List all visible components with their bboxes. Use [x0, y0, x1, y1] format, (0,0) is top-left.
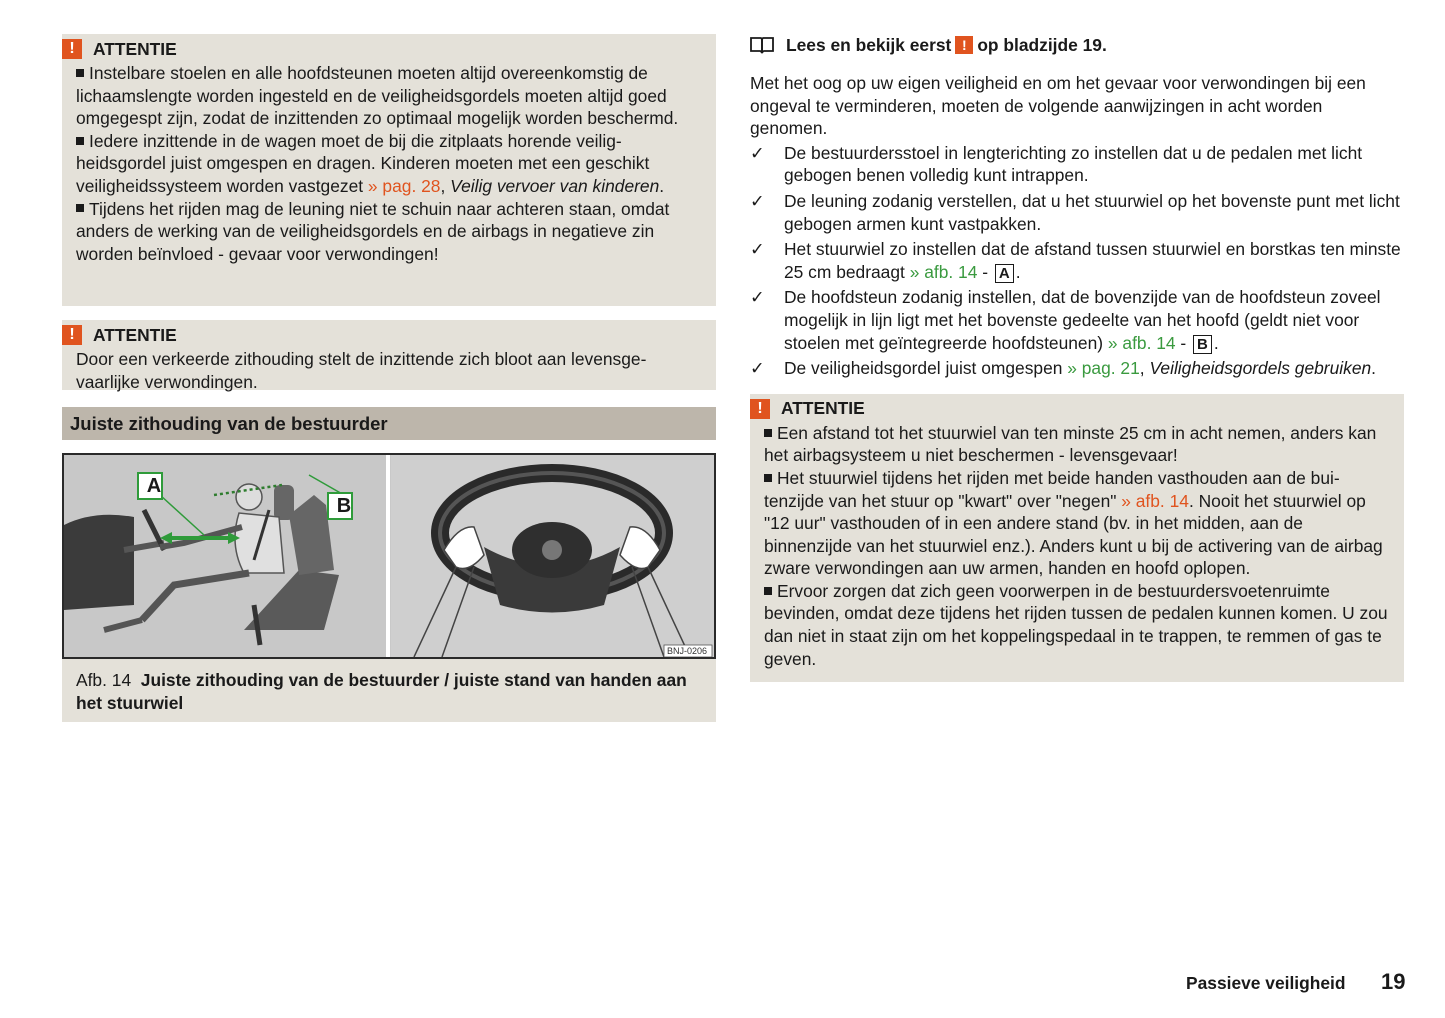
warning-header: [62, 324, 702, 346]
page-reference-link[interactable]: » pag. 21: [1067, 358, 1140, 379]
check-icon: ✓: [750, 358, 765, 379]
warning-icon: !: [62, 39, 82, 59]
check-icon: ✓: [750, 287, 765, 308]
left-column: [62, 34, 716, 722]
checklist-item: ✓ De leuning zodanig verstellen, dat u het stuurwiel op het bovenste punt met licht gebogen armen kunt vastpakken.: [750, 190, 1400, 234]
warning-icon: !: [62, 325, 82, 345]
section-title: Juiste zithouding van de bestuurder: [62, 407, 716, 440]
warning-paragraph: Tijdens het rijden mag de leuning niet te schuin naar achteren staan, omdat anders de werking van de veiligheidsgordels en de airbags in negatieve zin worden beïnvloed - gevaar voor verwondingen!: [76, 198, 670, 264]
page-reference-link[interactable]: » pag. 28: [367, 175, 441, 196]
bullet-square-icon: [76, 69, 84, 77]
warning-title: ATTENTIE: [93, 38, 177, 59]
warning-text: Door een verkeerde zithouding stelt de inzittende zich bloot aan levensgevaarlijke verwondingen.: [76, 349, 647, 392]
warning-icon: !: [750, 399, 770, 419]
checklist: [750, 142, 1404, 380]
warning-header: [62, 38, 702, 60]
caption-title: Juiste zithouding van de bestuurder / juiste stand van handen aan het stuurwiel: [76, 670, 687, 713]
warning-paragraph: Ervoor zorgen dat zich geen voorwerpen in de bestuurdersvoetenruimte bevinden, omdat deze tijdens het rijden tussen de pedalen kunnen komen. U zou dan niet in staat zijn om het koppelingspedaal in te trappen, te remmen of gas te geven.: [764, 580, 1388, 669]
warning-header: [750, 398, 1390, 420]
warning-paragraph: Het stuurwiel tijdens het rijden met beide handen vasthouden aan de buitenzijde van het stuur op "kwart" over "negen" » afb. 14. Nooit het stuurwiel op "12 uur" vasthouden of in een andere stand (bv. in het midden, aan de binnenzijde van het stuurwiel enz.). Anders kunt u bij de activering van de airbag zware verwondingen aan uw armen, handen en hoofd oplopen.: [764, 467, 1383, 579]
bullet-square-icon: [76, 204, 84, 212]
check-icon: ✓: [750, 190, 765, 211]
warning-paragraph: Instelbare stoelen en alle hoofdsteunen moeten altijd overeenkomstig de lichaamslengte worden ingesteld en de veiligheidsgordels moeten altijd goed omgegespt zijn, zodat de inzittenden zo optimaal mogelijk worden beschermd.: [76, 63, 679, 129]
checklist-item: ✓ Het stuurwiel zo instellen dat de afstand tussen stuurwiel en borstkas ten minste 25 cm bedraagt » afb. 14 - A .: [750, 239, 1401, 282]
figure-label-box: B: [1193, 335, 1212, 354]
footer-section-title: Passieve veiligheid: [1186, 973, 1346, 993]
figure-label-b: B: [336, 495, 352, 517]
intro-paragraph: Met het oog op uw eigen veiligheid en om het gevaar voor verwondingen bij een ongeval te verminderen, moeten de volgende aanwijzingen in acht worden genomen.: [750, 73, 1366, 139]
warning-icon: !: [955, 36, 973, 54]
warning-title: ATTENTIE: [781, 398, 865, 419]
figure-code: BNJ-0206: [667, 646, 708, 656]
figure-label-a: A: [146, 475, 162, 497]
figure-14: [62, 453, 716, 659]
caption-prefix: Afb. 14: [76, 670, 132, 690]
checklist-item: ✓ De bestuurdersstoel in lengterichting zo instellen dat u de pedalen met licht gebogen benen volledig kunt intrappen.: [750, 142, 1363, 186]
warning-box-posture: [62, 320, 716, 390]
check-icon: ✓: [750, 239, 765, 260]
figure-reference-link[interactable]: » afb. 14: [1107, 332, 1176, 353]
page-number: 19: [1381, 969, 1406, 994]
checklist-item: ✓ De hoofdsteun zodanig instellen, dat de bovenzijde van de hoofdsteun zoveel mogelijk in lijn ligt met het bovenste gedeelte van het hoofd (geldt niet voor stoelen met geïntegreerde hoofdsteunen) » afb. 14 - B .: [750, 287, 1381, 353]
figure-reference-link[interactable]: » afb. 14: [1121, 490, 1189, 511]
bullet-square-icon: [764, 587, 772, 595]
figure-caption: [62, 659, 716, 722]
check-icon: ✓: [750, 142, 765, 163]
bullet-square-icon: [764, 474, 772, 482]
warning-box-steering: [750, 394, 1404, 683]
bullet-square-icon: [764, 429, 772, 437]
warning-paragraph: Een afstand tot het stuurwiel van ten minste 25 cm in acht nemen, anders kan het airbagsysteem u niet beschermen - levensgevaar!: [764, 422, 1377, 466]
book-icon: [750, 36, 774, 54]
bullet-square-icon: [76, 137, 84, 145]
figure-reference-link[interactable]: » afb. 14: [909, 261, 978, 282]
right-column: [750, 34, 1404, 682]
warning-title: ATTENTIE: [93, 324, 177, 345]
warning-box-seats: [62, 34, 716, 306]
figure-label-box: A: [995, 264, 1014, 283]
warning-paragraph: Iedere inzittende in de wagen moet de bij die zitplaats horende veiligheidsgordel juist omgespen en dragen. Kinderen moeten met een geschikt veiligheidssysteem worden vastgezet » pag. 28, Veilig vervoer van kinderen.: [76, 130, 665, 196]
read-first-note: Lees en bekijk eerst ! op bladzijde 19.: [750, 34, 1404, 56]
checklist-item: ✓ De veiligheidsgordel juist omgespen » pag. 21, Veiligheidsgordels gebruiken.: [750, 358, 1377, 379]
